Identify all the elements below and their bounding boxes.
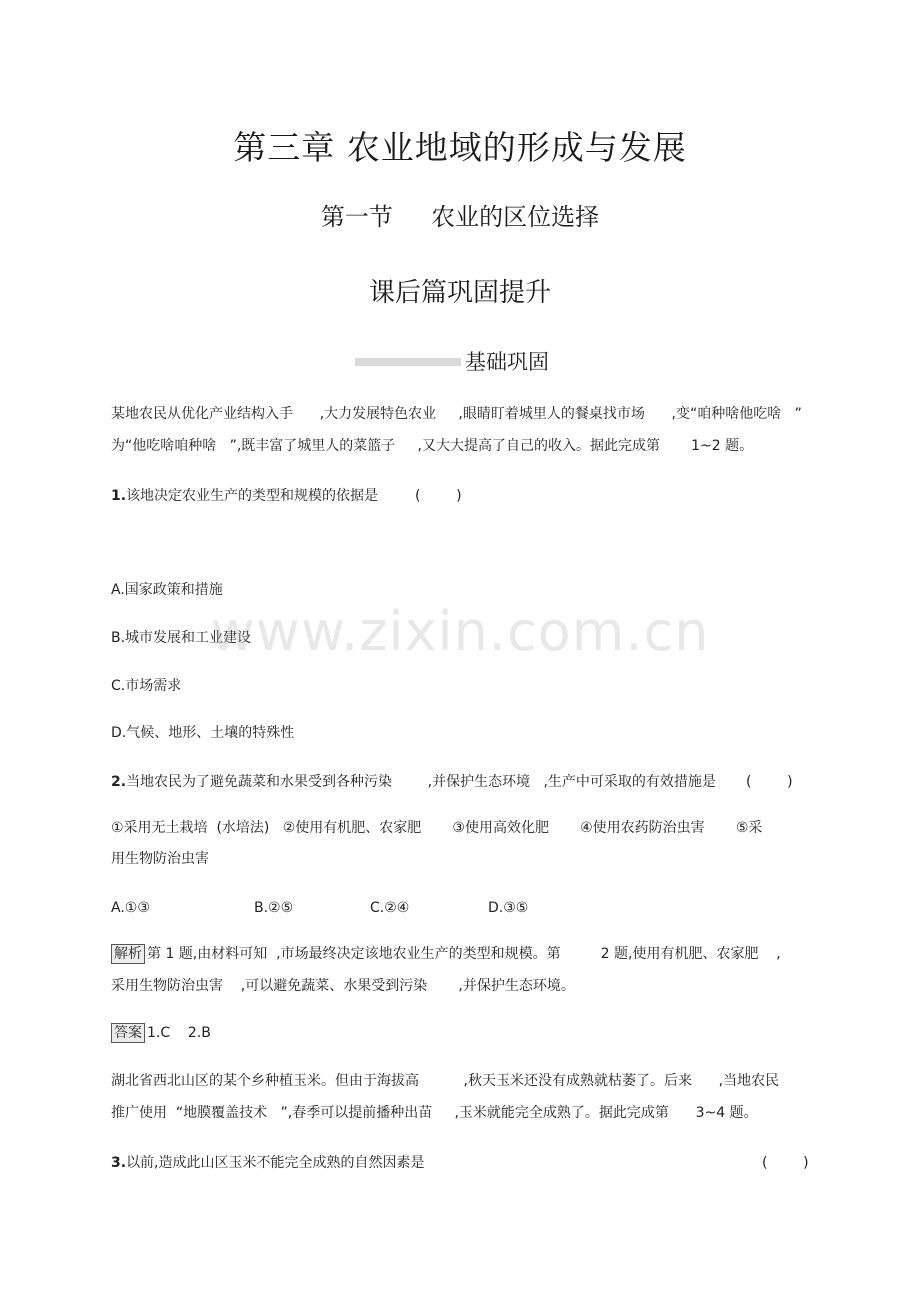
group-heading [355,346,549,376]
answer-label: 答案 [111,1023,145,1043]
analysis-line1 [111,944,781,964]
section-title: 第一节 农业的区位选择 [320,203,600,231]
passage2-line1: 湖北省西北山区的某个乡种植玉米。但由于海拔高 ,秋天玉米还没有成熟就枯萎了。后来 ,当地农民 [111,1073,780,1089]
q1-option-b: B.城市发展和工业建设 [111,630,252,646]
heading-decor-bar [355,358,461,366]
analysis-text: 第 1 题,由材料可知 ,市场最终决定该地农业生产的类型和规模。第 2 题,使用有机肥、农家肥 , [147,946,781,962]
answer-paren: ( ) [746,774,793,790]
passage2-line2: 推广使用 “地膜覆盖技术 ”,春季可以提前播种出苗 ,玉米就能完全成熟了。据此完成第 3~4 题。 [111,1105,758,1121]
question-number: 1. [111,488,127,504]
question-number: 3. [111,1155,127,1171]
answer-paren: ( ) [415,488,462,504]
question-3 [111,1153,425,1173]
chapter-title: 第三章 农业地域的形成与发展 [233,128,687,167]
q2-option-d: D.③⑤ [488,900,529,916]
q1-option-a: A.国家政策和措施 [111,582,223,598]
passage1-line2: 为“他吃啥咱种啥 ”,既丰富了城里人的菜篮子 ,又大大提高了自己的收入。据此完成第 1~2 题。 [111,438,754,454]
q2-option-c: C.②④ [370,900,410,916]
group-heading-label: 基础巩固 [465,350,549,374]
sub-title: 课后篇巩固提升 [368,278,551,308]
q1-option-c: C.市场需求 [111,678,182,694]
answer-paren: ( ) [762,1155,809,1171]
answer-text: 1.C 2.B [147,1025,211,1041]
watermark: www.zixin.com.cn [210,600,710,663]
question-number: 2. [111,774,127,790]
question-2 [111,772,716,792]
analysis-line2: 采用生物防治虫害 ,可以避免蔬菜、水果受到污染 ,并保护生态环境。 [111,978,575,994]
passage1-line1: 某地农民从优化产业结构入手 ,大力发展特色农业 ,眼睛盯着城里人的餐桌找市场 ,变“咱种啥他吃啥 ” [111,406,802,422]
analysis-label: 解析 [111,944,145,964]
question-stem: 当地农民为了避免蔬菜和水果受到各种污染 ,并保护生态环境 ,生产中可采取的有效措施是 [126,774,716,790]
question-stem: 以前,造成此山区玉米不能完全成熟的自然因素是 [126,1155,425,1171]
question-stem: 该地决定农业生产的类型和规模的依据是 [126,488,379,504]
q2-option-b: B.②⑤ [254,900,294,916]
question-1 [111,486,378,506]
q2-items-line2: 用生物防治虫害 [111,851,209,867]
q2-option-a: A.①③ [111,900,150,916]
q2-items-line1: ①采用无土栽培 (水培法) ②使用有机肥、农家肥 ③使用高效化肥 ④使用农药防治虫害 ⑤采 [111,820,763,836]
answer-line [111,1023,211,1043]
q1-option-d: D.气候、地形、土壤的特殊性 [111,725,295,741]
